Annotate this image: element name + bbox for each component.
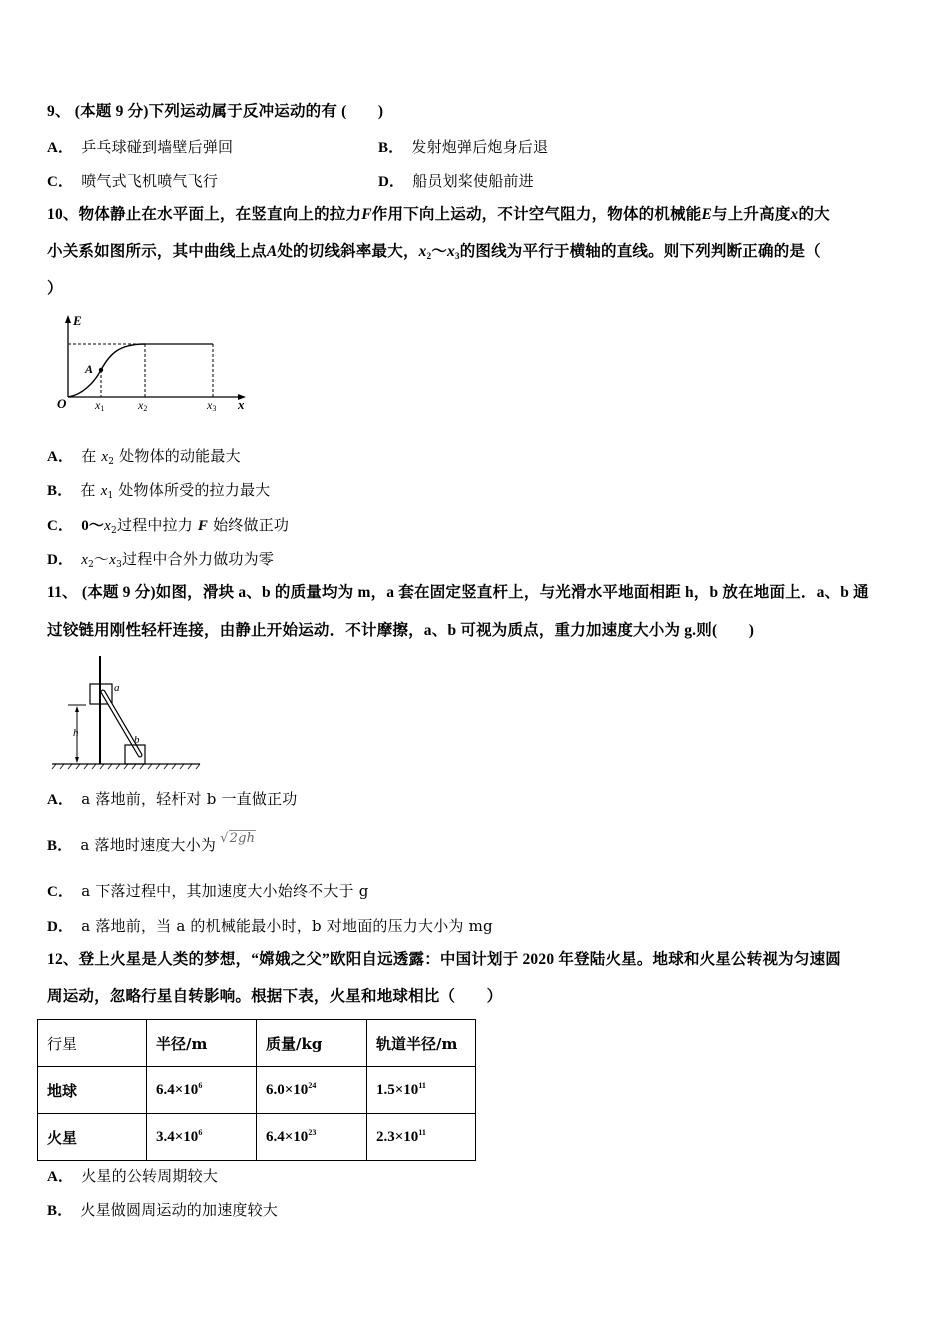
table-row <box>38 1067 476 1114</box>
label-b: b <box>134 734 140 746</box>
subscript: 2 <box>88 560 95 570</box>
formula-text: 2gh <box>229 831 256 846</box>
q12-stem-line2 <box>47 987 502 1007</box>
header-cell: 轨道半径/m <box>367 1020 476 1067</box>
q10-stem-line1 <box>47 205 830 225</box>
planet-name-cell: 地球 <box>38 1067 147 1114</box>
stem-text: 与上升高度 <box>712 206 791 223</box>
mass-cell: $6.4\times 10^{23}$ <box>257 1114 367 1161</box>
q11-stem-line2 <box>47 621 754 641</box>
origin-label: O <box>57 396 67 411</box>
stem-text: 如图，滑块 a、b 的质量均为 m，a 套在固定竖直杆上，与光滑水平地面相距 h，b 放在地面上．a、b 通 <box>155 584 869 601</box>
option-letter: B． <box>47 838 73 854</box>
stem-text: 的大 <box>798 206 830 223</box>
var-F: F <box>197 518 209 534</box>
subscript: 3 <box>116 560 123 570</box>
option-letter: A． <box>47 449 74 465</box>
tick-x2: x2 <box>138 398 148 413</box>
q11-tag: (本题 9 分) <box>81 584 156 601</box>
option-text: 0～ <box>81 518 105 534</box>
q12-option-b[interactable] <box>47 1200 278 1221</box>
q10-option-b[interactable] <box>47 480 270 506</box>
radius-cell: $3.4\times 10^6$ <box>147 1114 257 1161</box>
tilde: ～ <box>431 243 448 260</box>
option-text: 乒乓球碰到墙壁后弹回 <box>81 138 234 156</box>
stem-text: 作用下向上运动，不计空气阻力，物体的机械能 <box>371 206 702 223</box>
header-cell: 质量/kg <box>257 1020 367 1067</box>
stem-text: 处的切线斜率最大， <box>277 243 419 260</box>
mass-cell: $6.0\times 10^{24}$ <box>257 1067 367 1114</box>
option-text: a 落地前，轻杆对 b 一直做正功 <box>81 790 298 808</box>
q10-option-c[interactable] <box>47 515 289 541</box>
var-x: x <box>100 483 108 499</box>
tilde: ～ <box>94 550 110 568</box>
q9-option-d[interactable] <box>378 171 534 192</box>
option-letter: D． <box>378 174 405 190</box>
var-E: E <box>701 206 713 223</box>
option-text: 火星的公转周期较大 <box>81 1167 219 1185</box>
option-text: a 落地时速度大小为 <box>80 836 217 854</box>
option-text: 过程中拉力 <box>116 516 198 534</box>
axis-label-x: x <box>238 397 245 412</box>
q12-option-a[interactable] <box>47 1166 218 1187</box>
q10-energy-graph <box>52 313 252 413</box>
option-letter: A． <box>47 1169 74 1185</box>
option-text: 处物体所受的拉力最大 <box>113 481 271 499</box>
var-x2: x <box>418 243 427 260</box>
option-text: a 下落过程中，其加速度大小始终不大于 g <box>81 882 369 900</box>
q9-option-b[interactable] <box>378 137 548 158</box>
option-text: 过程中合外力做功为零 <box>122 550 275 568</box>
table-row <box>38 1114 476 1161</box>
header-cell: 半径/m <box>147 1020 257 1067</box>
var-x3: x <box>447 243 455 260</box>
q11-slider-rod-diagram <box>50 654 210 772</box>
stem-text: 的图线为平行于横轴的直线。则下列判断正确的是（ <box>459 243 821 260</box>
option-text: 船员划桨使船前进 <box>412 172 534 190</box>
sqrt-formula: √2gh <box>220 831 256 846</box>
option-letter: C． <box>47 174 74 190</box>
tick-x1: x1 <box>95 398 105 413</box>
option-letter: C． <box>47 518 74 534</box>
option-text: 始终做正功 <box>208 516 290 534</box>
planet-data-table <box>37 1019 476 1161</box>
option-letter: C． <box>47 884 74 900</box>
option-text: 在 <box>80 481 101 499</box>
subscript: 2 <box>426 251 432 261</box>
option-text: 发射炮弹后炮身后退 <box>411 138 549 156</box>
radius-cell: $6.4\times 10^6$ <box>147 1067 257 1114</box>
option-text: 喷气式飞机喷气飞行 <box>81 172 219 190</box>
var-x: x <box>104 518 111 534</box>
subscript: 2 <box>111 526 117 536</box>
option-letter: B． <box>47 1203 73 1219</box>
option-letter: D． <box>47 552 74 568</box>
option-letter: D． <box>47 919 74 935</box>
subscript: 1 <box>107 491 114 501</box>
subscript: 3 <box>454 251 460 261</box>
q9-stem <box>47 102 383 122</box>
option-letter: A． <box>47 792 74 808</box>
var-A: A <box>266 243 278 260</box>
q11-option-a[interactable] <box>47 789 298 810</box>
label-h: h <box>73 727 79 739</box>
q11-stem-line1 <box>47 583 869 603</box>
q11-option-c[interactable] <box>47 881 369 902</box>
orbit-cell: $1.5\times 10^{11}$ <box>367 1067 476 1114</box>
q11-option-b[interactable] <box>47 831 256 857</box>
planet-name-cell: 火星 <box>38 1114 147 1161</box>
q10-option-d[interactable] <box>47 549 274 575</box>
q10-stem-line2 <box>47 242 821 266</box>
orbit-cell: $2.3\times 10^{11}$ <box>367 1114 476 1161</box>
var-x: x <box>101 449 109 465</box>
var-F: F <box>361 206 372 223</box>
subscript: 2 <box>108 457 115 467</box>
var-x: x <box>81 552 89 568</box>
var-x: x <box>790 206 799 223</box>
option-letter: A． <box>47 140 74 156</box>
q9-option-a[interactable] <box>47 137 233 158</box>
var-x: x <box>109 552 117 568</box>
stem-text: ） <box>47 280 63 297</box>
q9-option-c[interactable] <box>47 171 218 192</box>
q9-number: 9、 <box>47 103 71 120</box>
stem-text: 周运动，忽略行星自转影响。根据下表，火星和地球相比（ ） <box>47 988 503 1005</box>
option-letter: B． <box>47 483 73 499</box>
stem-text: 物体静止在水平面上，在竖直向上的拉力 <box>78 206 362 223</box>
option-text: 在 <box>81 447 102 465</box>
stem-text: 过铰链用刚性轻杆连接，由静止开始运动．不计摩擦，a、b 可视为质点，重力加速度大小为 g.则( ) <box>47 622 755 639</box>
stem-text: 登上火星是人类的梦想，“嫦娥之父”欧阳自远透露：中国计划于 2020 年登陆火星。地球和火星公转视为匀速圆 <box>78 951 841 968</box>
q11-number: 11、 <box>47 584 78 601</box>
option-text: 火星做圆周运动的加速度较大 <box>80 1201 279 1219</box>
q11-option-d[interactable] <box>47 916 493 937</box>
point-label-A: A <box>85 362 94 376</box>
option-text: 处物体的动能最大 <box>114 447 241 465</box>
option-letter: B． <box>378 140 404 156</box>
axis-label-E: E <box>73 313 82 328</box>
table-header-row <box>38 1020 476 1067</box>
tick-x3: x3 <box>207 398 217 413</box>
label-a: a <box>114 682 120 694</box>
q10-option-a[interactable] <box>47 446 241 472</box>
q12-number: 12、 <box>47 951 79 968</box>
stem-text: 小关系如图所示，其中曲线上点 <box>47 243 267 260</box>
header-cell: 行星 <box>38 1020 147 1067</box>
option-text: a 落地前，当 a 的机械能最小时，b 对地面的压力大小为 mg <box>81 917 493 935</box>
q9-tag: (本题 9 分) <box>74 103 149 120</box>
q9-stem-text: 下列运动属于反冲运动的有 ( ) <box>148 103 384 120</box>
q12-stem-line1 <box>47 950 841 970</box>
q10-number: 10、 <box>47 206 79 223</box>
q10-stem-line3 <box>47 279 63 299</box>
